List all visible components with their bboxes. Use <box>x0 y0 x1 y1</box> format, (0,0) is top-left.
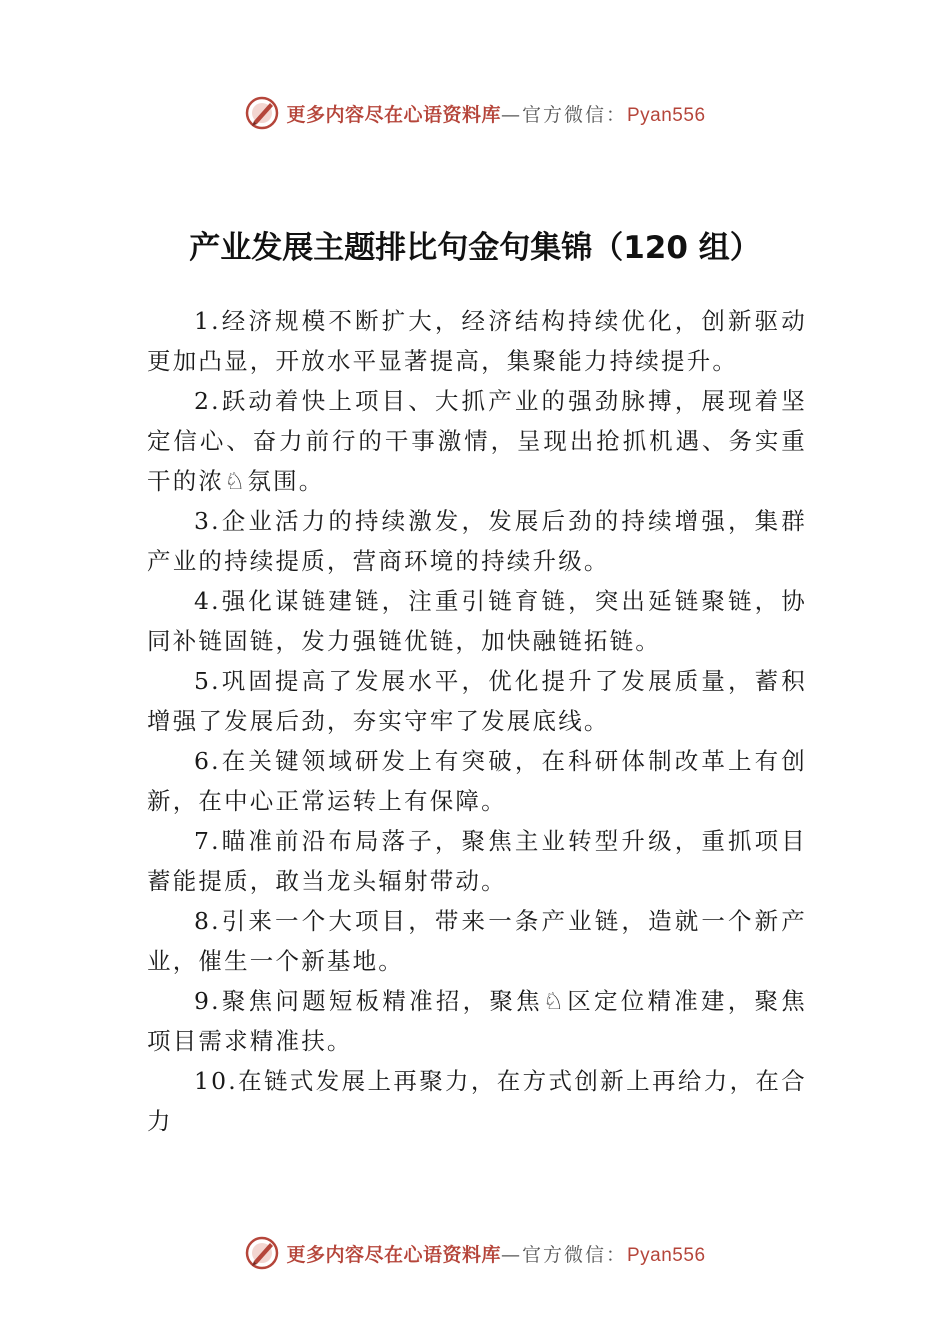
paragraph: 5.巩固提高了发展水平，优化提升了发展质量，蓄积增强了发展后劲，夯实守牢了发展底线。 <box>147 667 807 735</box>
paragraph: 2.跃动着快上项目、大抓产业的强劲脉搏，展现着坚定信心、奋力前行的干事激情，呈现出抢抓机遇、务实重干的浓♘氛围。 <box>147 387 807 495</box>
banner-wechat-label: —官方微信： <box>500 1243 627 1266</box>
paragraph: 6.在关键领域研发上有突破，在科研体制改革上有创新，在中心正常运转上有保障。 <box>147 747 807 815</box>
banner-site-name: 更多内容尽在心语资料库 <box>286 1243 501 1266</box>
footer-banner <box>0 1233 950 1273</box>
banner-wechat-id: Pyan556 <box>627 104 706 126</box>
document-body <box>147 301 807 1141</box>
banner-site-name: 更多内容尽在心语资料库 <box>286 103 501 126</box>
pen-seal-logo-icon <box>244 1235 280 1271</box>
banner-wechat-label: —官方微信： <box>500 103 627 126</box>
paragraph: 8.引来一个大项目，带来一条产业链，造就一个新产业，催生一个新基地。 <box>147 907 807 975</box>
banner-text <box>286 1240 705 1267</box>
paragraph: 4.强化谋链建链，注重引链育链，突出延链聚链，协同补链固链，发力强链优链，加快融链拓链。 <box>147 587 807 655</box>
paragraph: 1.经济规模不断扩大，经济结构持续优化，创新驱动更加凸显，开放水平显著提高，集聚能力持续提升。 <box>147 307 807 375</box>
paragraph: 3.企业活力的持续激发，发展后劲的持续增强，集群产业的持续提质，营商环境的持续升级。 <box>147 507 807 575</box>
banner-text <box>286 100 705 127</box>
pen-seal-logo-icon <box>244 95 280 131</box>
banner-wechat-id: Pyan556 <box>627 1244 706 1266</box>
paragraph: 9.聚焦问题短板精准招，聚焦♘区定位精准建，聚焦项目需求精准扶。 <box>147 987 807 1055</box>
header-banner <box>0 93 950 133</box>
document-title: 产业发展主题排比句金句集锦（120 组） <box>189 230 761 266</box>
paragraph: 10.在链式发展上再聚力，在方式创新上再给力，在合力 <box>147 1067 807 1135</box>
paragraph: 7.瞄准前沿布局落子，聚焦主业转型升级，重抓项目蓄能提质，敢当龙头辐射带动。 <box>147 827 807 895</box>
